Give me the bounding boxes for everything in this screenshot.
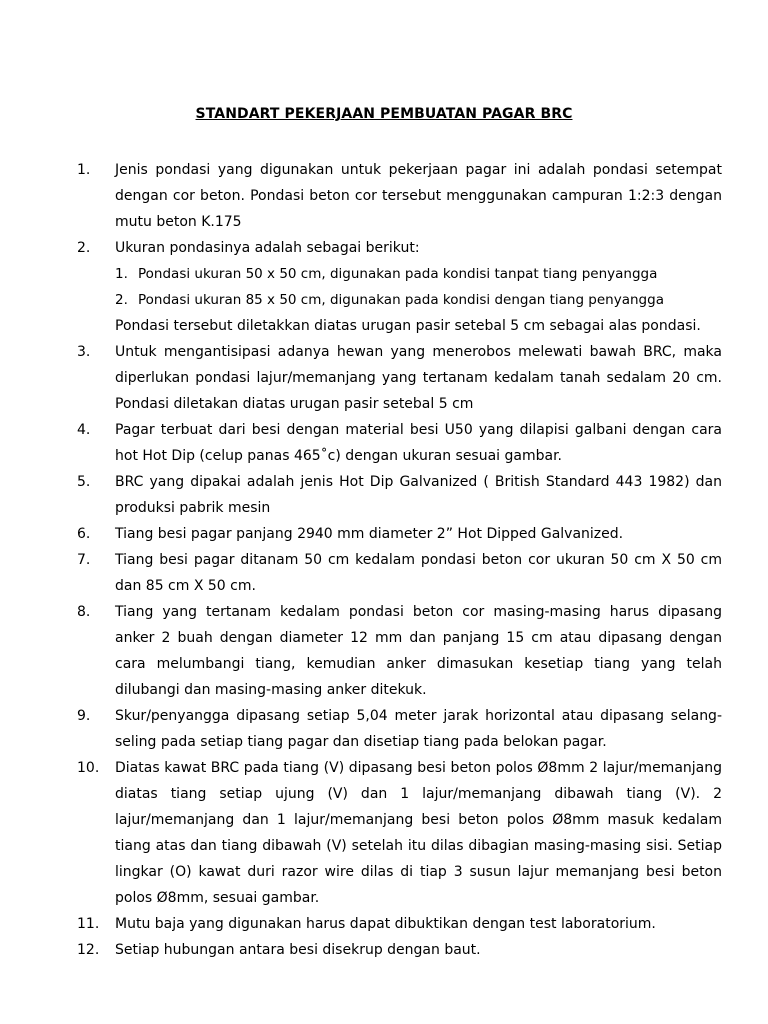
item-number: 2. — [77, 240, 91, 256]
item-note: Pondasi tersebut diletakkan diatas urugan pasir setebal 5 cm sebagai alas pondasi. — [115, 318, 701, 334]
item-text: Tiang besi pagar ditanam 50 cm kedalam pondasi beton cor ukuran 50 cm X 50 cm dan 85 cm X 50 cm. — [115, 552, 722, 594]
list-item-10 — [0, 755, 768, 911]
sub-item-number: 1. — [115, 266, 128, 282]
item-number: 1. — [77, 162, 91, 178]
sub-item-text: Pondasi ukuran 85 x 50 cm, digunakan pada kondisi dengan tiang penyangga — [138, 292, 664, 308]
item-number: 6. — [77, 526, 91, 542]
numbered-list — [0, 157, 768, 963]
list-item-8 — [0, 599, 768, 703]
item-text: Pagar terbuat dari besi dengan material besi U50 yang dilapisi galbani dengan cara hot Hot Dip (celup panas 465˚c) dengan ukuran sesuai gambar. — [115, 422, 722, 464]
item-text: Tiang yang tertanam kedalam pondasi beton cor masing-masing harus dipasang anker 2 buah dengan diameter 12 mm dan panjang 15 cm atau dipasang dengan cara melumbangi tiang, kemudian anker dimasukan kesetiap tiang yang telah dilubangi dan masing-masing anker ditekuk. — [115, 604, 722, 698]
item-text: Setiap hubungan antara besi disekrup dengan baut. — [115, 942, 481, 958]
list-item-11 — [0, 911, 768, 937]
item-number: 5. — [77, 474, 91, 490]
sub-item-2 — [115, 287, 735, 313]
sub-item-1 — [115, 261, 735, 287]
item-number: 8. — [77, 604, 91, 620]
item-text: Ukuran pondasinya adalah sebagai berikut: — [115, 240, 420, 256]
item-number: 7. — [77, 552, 91, 568]
item-number: 10. — [77, 760, 100, 776]
item-number: 9. — [77, 708, 91, 724]
list-item-4 — [0, 417, 768, 469]
list-item-1 — [0, 157, 768, 235]
sub-item-text: Pondasi ukuran 50 x 50 cm, digunakan pada kondisi tanpat tiang penyangga — [138, 266, 658, 282]
item-number: 3. — [77, 344, 91, 360]
list-item-7 — [0, 547, 768, 599]
document-title: STANDART PEKERJAAN PEMBUATAN PAGAR BRC — [195, 106, 573, 122]
item-number: 4. — [77, 422, 91, 438]
item-text: Mutu baja yang digunakan harus dapat dibuktikan dengan test laboratorium. — [115, 916, 656, 932]
list-item-3 — [0, 339, 768, 417]
item-text: Jenis pondasi yang digunakan untuk pekerjaan pagar ini adalah pondasi setempat dengan cor beton. Pondasi beton cor tersebut menggunakan campuran 1:2:3 dengan mutu beton K.175 — [115, 162, 722, 230]
list-item-9 — [0, 703, 768, 755]
item-text: Tiang besi pagar panjang 2940 mm diameter 2” Hot Dipped Galvanized. — [115, 526, 624, 542]
item-text: Untuk mengantisipasi adanya hewan yang menerobos melewati bawah BRC, maka diperlukan pondasi lajur/memanjang yang tertanam kedalam tanah sedalam 20 cm. Pondasi diletakan diatas urugan pasir setebal 5 cm — [115, 344, 722, 412]
list-item-6 — [0, 521, 768, 547]
list-item-12 — [0, 937, 768, 963]
list-item-2 — [0, 235, 768, 339]
item-number: 11. — [77, 916, 100, 932]
list-item-5 — [0, 469, 768, 521]
sub-item-number: 2. — [115, 292, 128, 308]
item-number: 12. — [77, 942, 100, 958]
item-text: Skur/penyangga dipasang setiap 5,04 meter jarak horizontal atau dipasang selang-seling pada setiap tiang pagar dan disetiap tiang pada belokan pagar. — [115, 708, 722, 750]
item-text: BRC yang dipakai adalah jenis Hot Dip Galvanized ( British Standard 443 1982) dan produksi pabrik mesin — [115, 474, 722, 516]
item-text: Diatas kawat BRC pada tiang (V) dipasang besi beton polos Ø8mm 2 lajur/memanjang diatas tiang setiap ujung (V) dan 1 lajur/memanjang dibawah tiang (V). 2 lajur/memanjang dan 1 lajur/memanjang besi beton polos Ø8mm masuk kedalam tiang atas dan tiang dibawah (V) setelah itu dilas dibagian masing-masing sisi. Setiap lingkar (O) kawat duri razor wire dilas di tiap 3 susun lajur memanjang besi beton polos Ø8mm, sesuai gambar. — [115, 760, 722, 906]
